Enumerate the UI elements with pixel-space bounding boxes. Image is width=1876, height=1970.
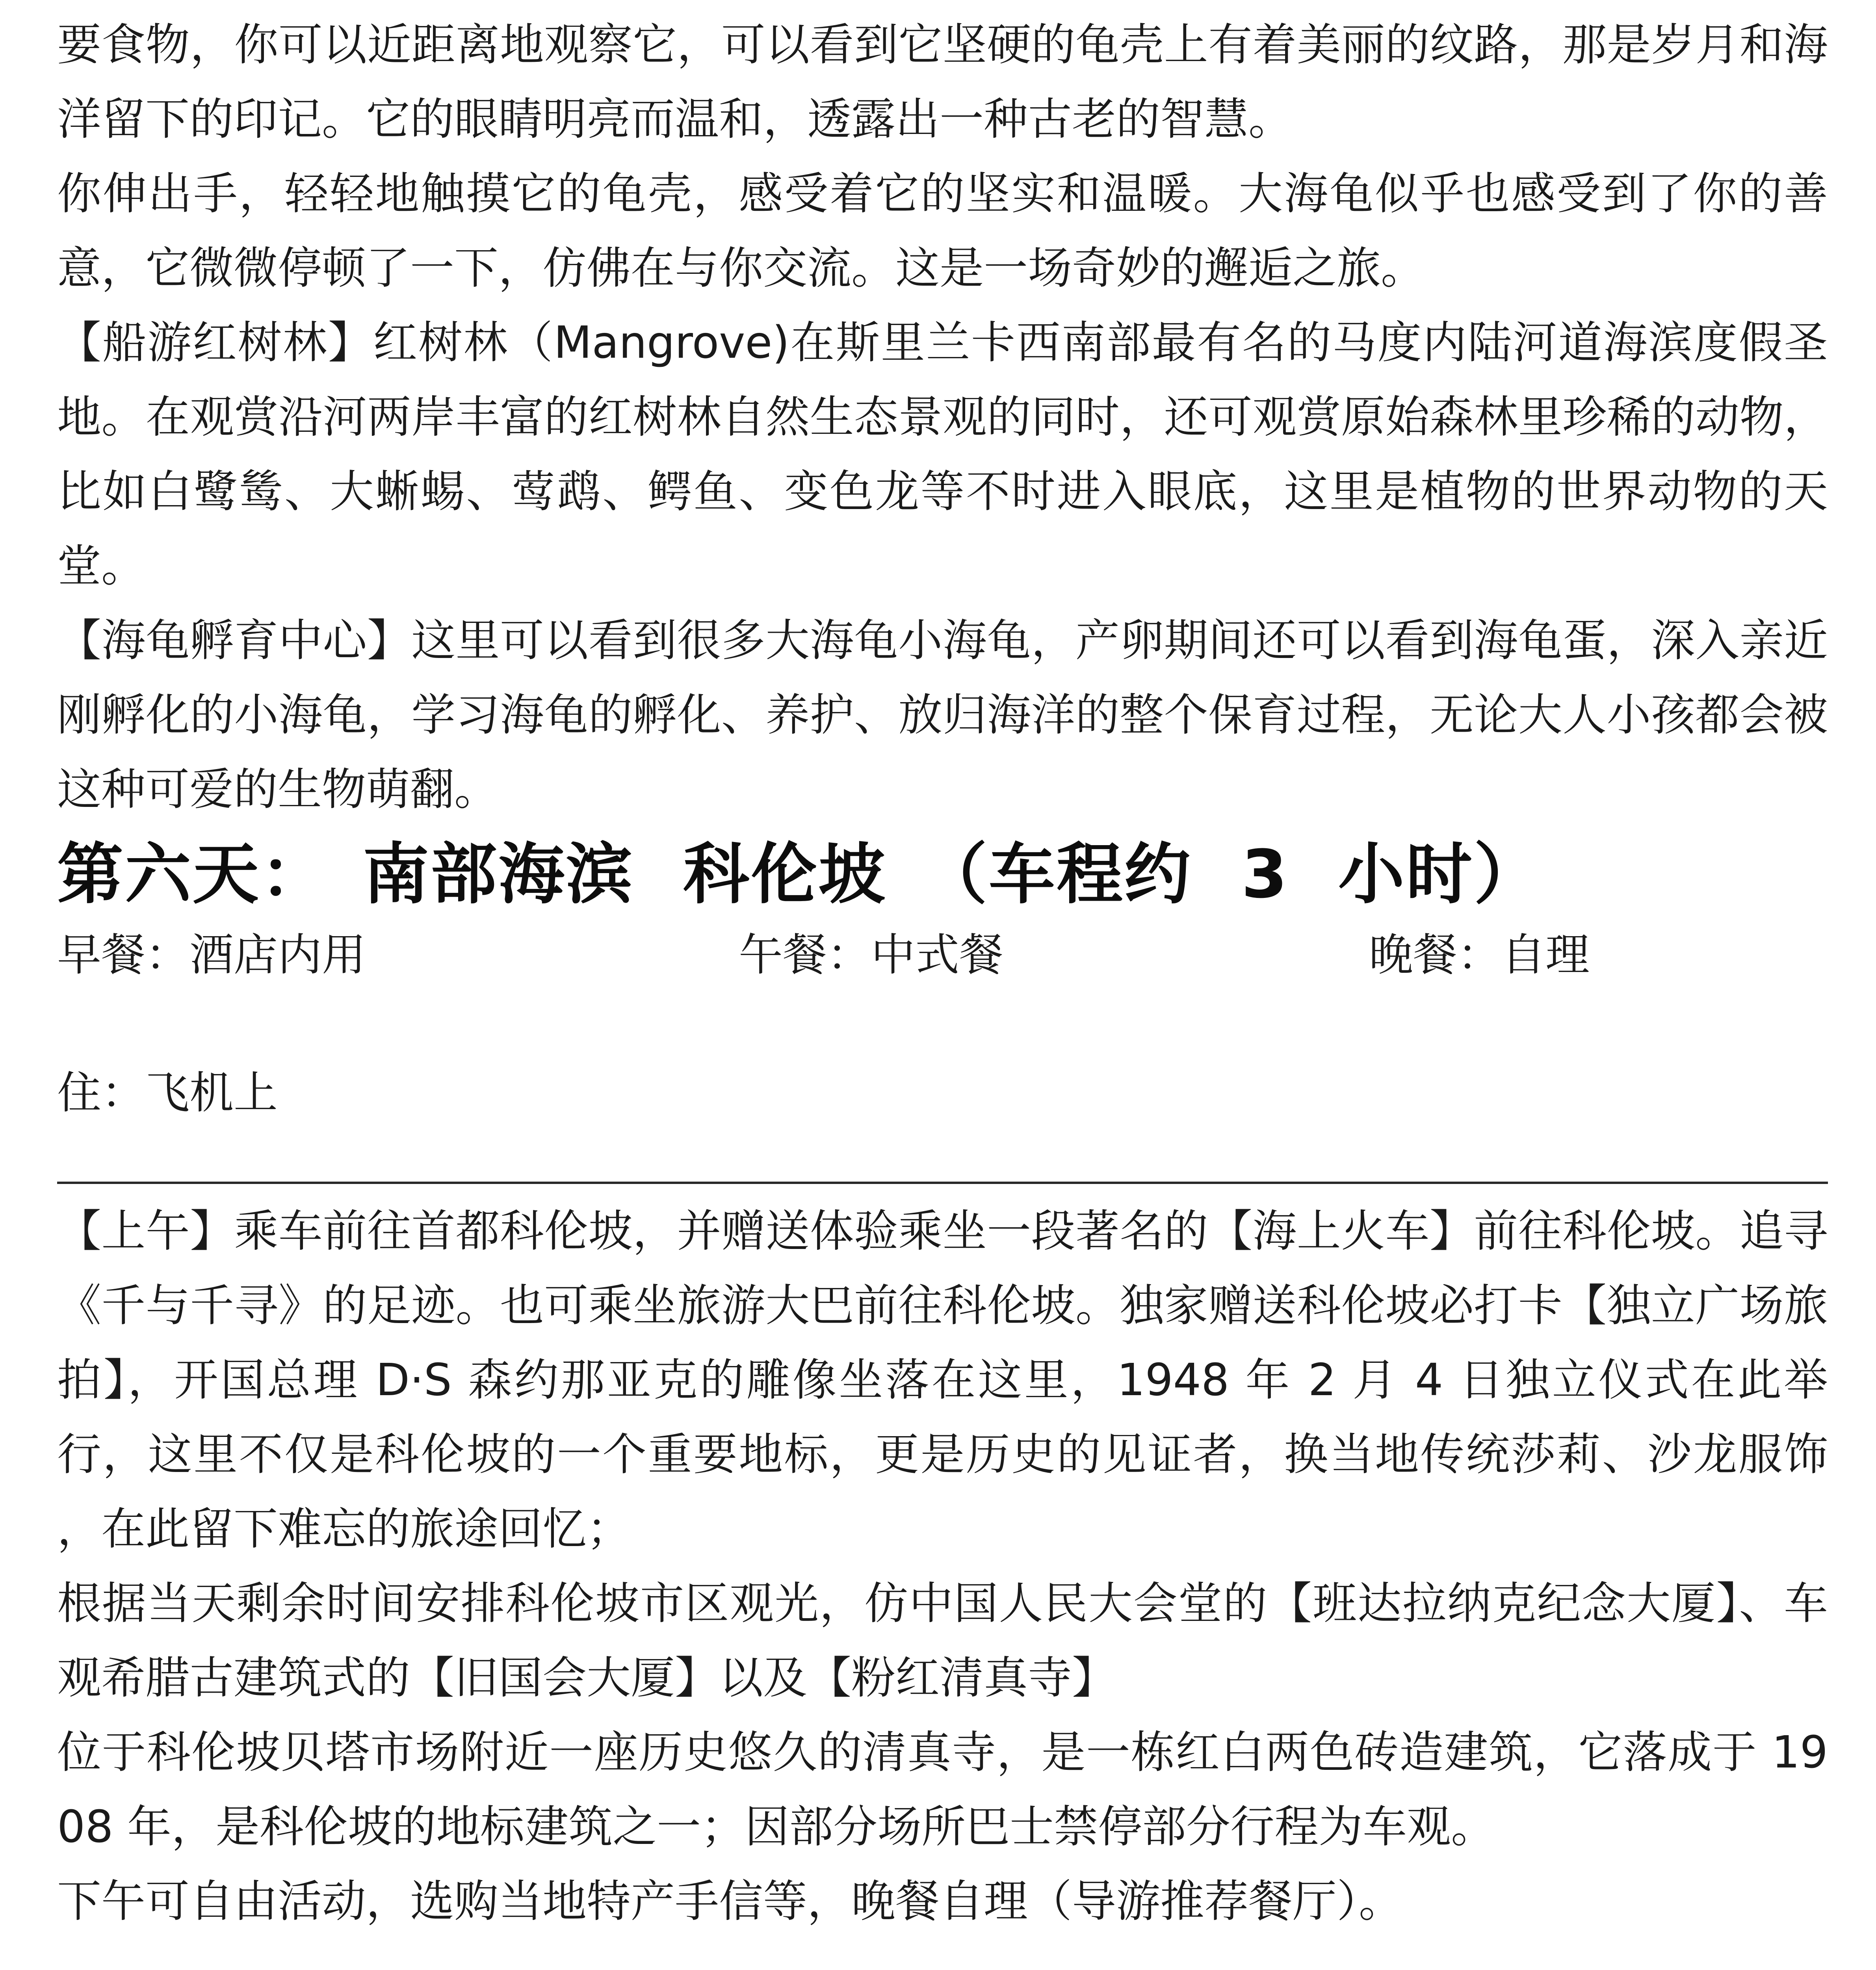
day-six-title: 第六天： 南部海滨 科伦坡 （车程约 3 小时） [57,836,1542,913]
document-page [57,8,1828,1939]
paragraph-red-mosque: 位于科伦坡贝塔市场附近一座历史悠久的清真寺，是一栋红白两色砖造建筑，它落成于 1908 年，是科伦坡的地标建筑之一；因部分场所巴士禁停部分行程为车观。 [57,1727,1828,1853]
paragraph-turtle-observation: 要食物，你可以近距离地观察它，可以看到它坚硬的龟壳上有着美丽的纹路，那是岁月和海洋留下的印记。它的眼睛明亮而温和，透露出一种古老的智慧。 [57,19,1828,145]
dinner-info: 晚餐：自理 [1369,929,1590,981]
accommodation-info: 住：飞机上 [57,1067,278,1119]
paragraph-afternoon-free: 下午可自由活动，选购当地特产手信等，晚餐自理（导游推荐餐厅）。 [57,1876,1403,1927]
section-divider [57,1182,1828,1184]
meals-row [57,922,1828,989]
paragraph-turtle-hatchery: 【海龟孵育中心】这里可以看到很多大海龟小海龟，产卵期间还可以看到海龟蛋，深入亲近刚孵化的小海龟，学习海龟的孵化、养护、放归海洋的整个保育过程，无论大人小孩都会被这种可爱的生物萌翻。 [57,615,1828,815]
paragraph-morning-colombo: 【上午】乘车前往首都科伦坡，并赠送体验乘坐一段著名的【海上火车】前往科伦坡。追寻《千与千寻》的足迹。也可乘坐旅游大巴前往科伦坡。独家赠送科伦坡必打卡【独立广场旅拍】，开国总理 D·S 森约那亚克的雕像坐落在这里，1948 年 2 月 4 日独立仪式在此举行，这里不仅是科伦坡的一个重要地标，更是历史的见证者，换当地传统莎莉、沙龙服饰 ，在此留下难忘的旅途回忆； [57,1206,1828,1555]
paragraph-turtle-touch: 你伸出手，轻轻地触摸它的龟壳，感受着它的坚实和温暖。大海龟似乎也感受到了你的善意，它微微停顿了一下，仿佛在与你交流。这是一场奇妙的邂逅之旅。 [57,168,1828,294]
lunch-info: 午餐：中式餐 [739,929,1003,981]
breakfast-info: 早餐：酒店内用 [57,929,366,981]
paragraph-mangrove-boat: 【船游红树林】红树林（Mangrove)在斯里兰卡西南部最有名的马度内陆河道海滨度假圣地。在观赏沿河两岸丰富的红树林自然生态景观的同时，还可观赏原始森林里珍稀的动物，比如白鹭鸶、大蜥蜴、莺鹉、鳄鱼、变色龙等不时进入眼底，这里是植物的世界动物的天堂。 [57,317,1828,592]
paragraph-city-tour: 根据当天剩余时间安排科伦坡市区观光，仿中国人民大会堂的【班达拉纳克纪念大厦】、车观希腊古建筑式的【旧国会大厦】以及【粉红清真寺】 [57,1578,1828,1704]
